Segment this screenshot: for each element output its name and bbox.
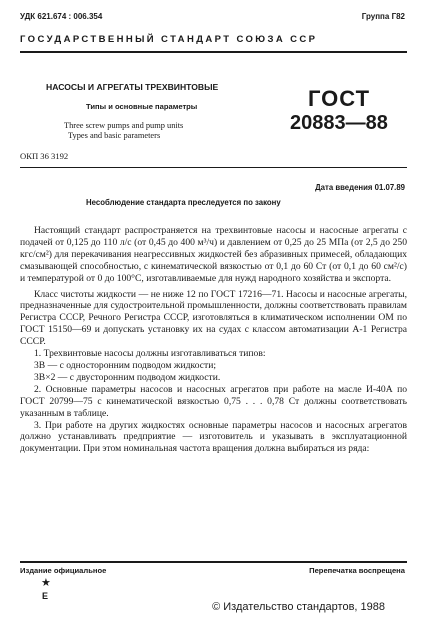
- paragraph-liquid-class: Класс чистоты жидкости — не ниже 12 по ГОСТ 17216—71. Насосы и насосные агрегаты, предназначенные для судостроительной промышленности, должны соответствовать правилам Регистра СССР, Речного Регистра СССР, изготовляться в климатическом исполнении ОМ по ГОСТ 15150—69 и допускать установку их на судах с классом автоматизации А-1 Регистра СССР.: [20, 288, 407, 348]
- header-divider: [20, 51, 407, 53]
- paragraph-scope: Настоящий стандарт распространяется на трехвинтовые насосы и насосные агрегаты с подачей от 0,125 до 110 л/с (от 0,45 до 400 м³/ч) и давлением от 0,25 до 25 МПа (от 2,5 до 250 кгс/см²) для перекачивания неагрессивных жидкостей без абразивных примесей, обладающих смазывающей способностью, с кинематической вязкостью от 0,1 до 60 Ст (от 0,1 до 60 см²/с) и температурой от 0 до 100°С, изготавливаемые для нужд народного хозяйства и экспорта.: [20, 225, 407, 284]
- okp-code: ОКП 36 3192: [20, 151, 69, 161]
- reprint-prohibited: Перепечатка воспрещена: [309, 566, 405, 575]
- paragraph-type-3vx2: 3В×2 — с двусторонним подводом жидкости.: [34, 371, 221, 383]
- standard-line: ГОСУДАРСТВЕННЫЙ СТАНДАРТ СОЮЗА ССР: [20, 34, 318, 45]
- paragraph-other-liquids: 3. При работе на других жидкостях основные параметры насосов и насосных агрегатов должно устанавливать предприятие — изготовитель и указывать в эксплуатационной документации. При этом номинальная частота вращения должна выбираться из ряда:: [20, 419, 407, 455]
- title-ru: НАСОСЫ И АГРЕГАТЫ ТРЕХВИНТОВЫЕ: [46, 82, 219, 92]
- paragraph-types: 1. Трехвинтовые насосы должны изготавливаться типов:: [34, 348, 266, 360]
- star-icon: ★: [41, 577, 51, 589]
- legal-notice: Несоблюдение стандарта преследуется по закону: [86, 198, 281, 207]
- group-code: Группа Г82: [361, 12, 405, 21]
- copyright: © Издательство стандартов, 1988: [212, 601, 385, 613]
- title-en-2: Types and basic parameters: [68, 131, 161, 140]
- footer-divider: [20, 561, 407, 563]
- gost-number: 20883—88: [290, 112, 388, 134]
- subtitle-ru: Типы и основные параметры: [86, 102, 198, 111]
- title-divider: [20, 167, 407, 168]
- edition-letter: Е: [42, 591, 49, 601]
- paragraph-type-3v: 3В — с односторонним подводом жидкости;: [34, 359, 216, 371]
- title-en-1: Three screw pumps and pump units: [64, 121, 184, 130]
- official-edition: Издание официальное: [20, 566, 107, 575]
- paragraph-parameters: 2. Основные параметры насосов и насосных агрегатов при работе на масле И-40А по ГОСТ 20799—75 с кинематической вязкостью 0,75 . . . 0,78 Ст должны соответствовать указанным в таблице.: [20, 383, 407, 419]
- gost-label: ГОСТ: [308, 86, 371, 111]
- udc-code: УДК 621.674 : 006.354: [20, 12, 103, 21]
- document-body: [20, 225, 407, 455]
- intro-date: Дата введения 01.07.89: [315, 183, 405, 192]
